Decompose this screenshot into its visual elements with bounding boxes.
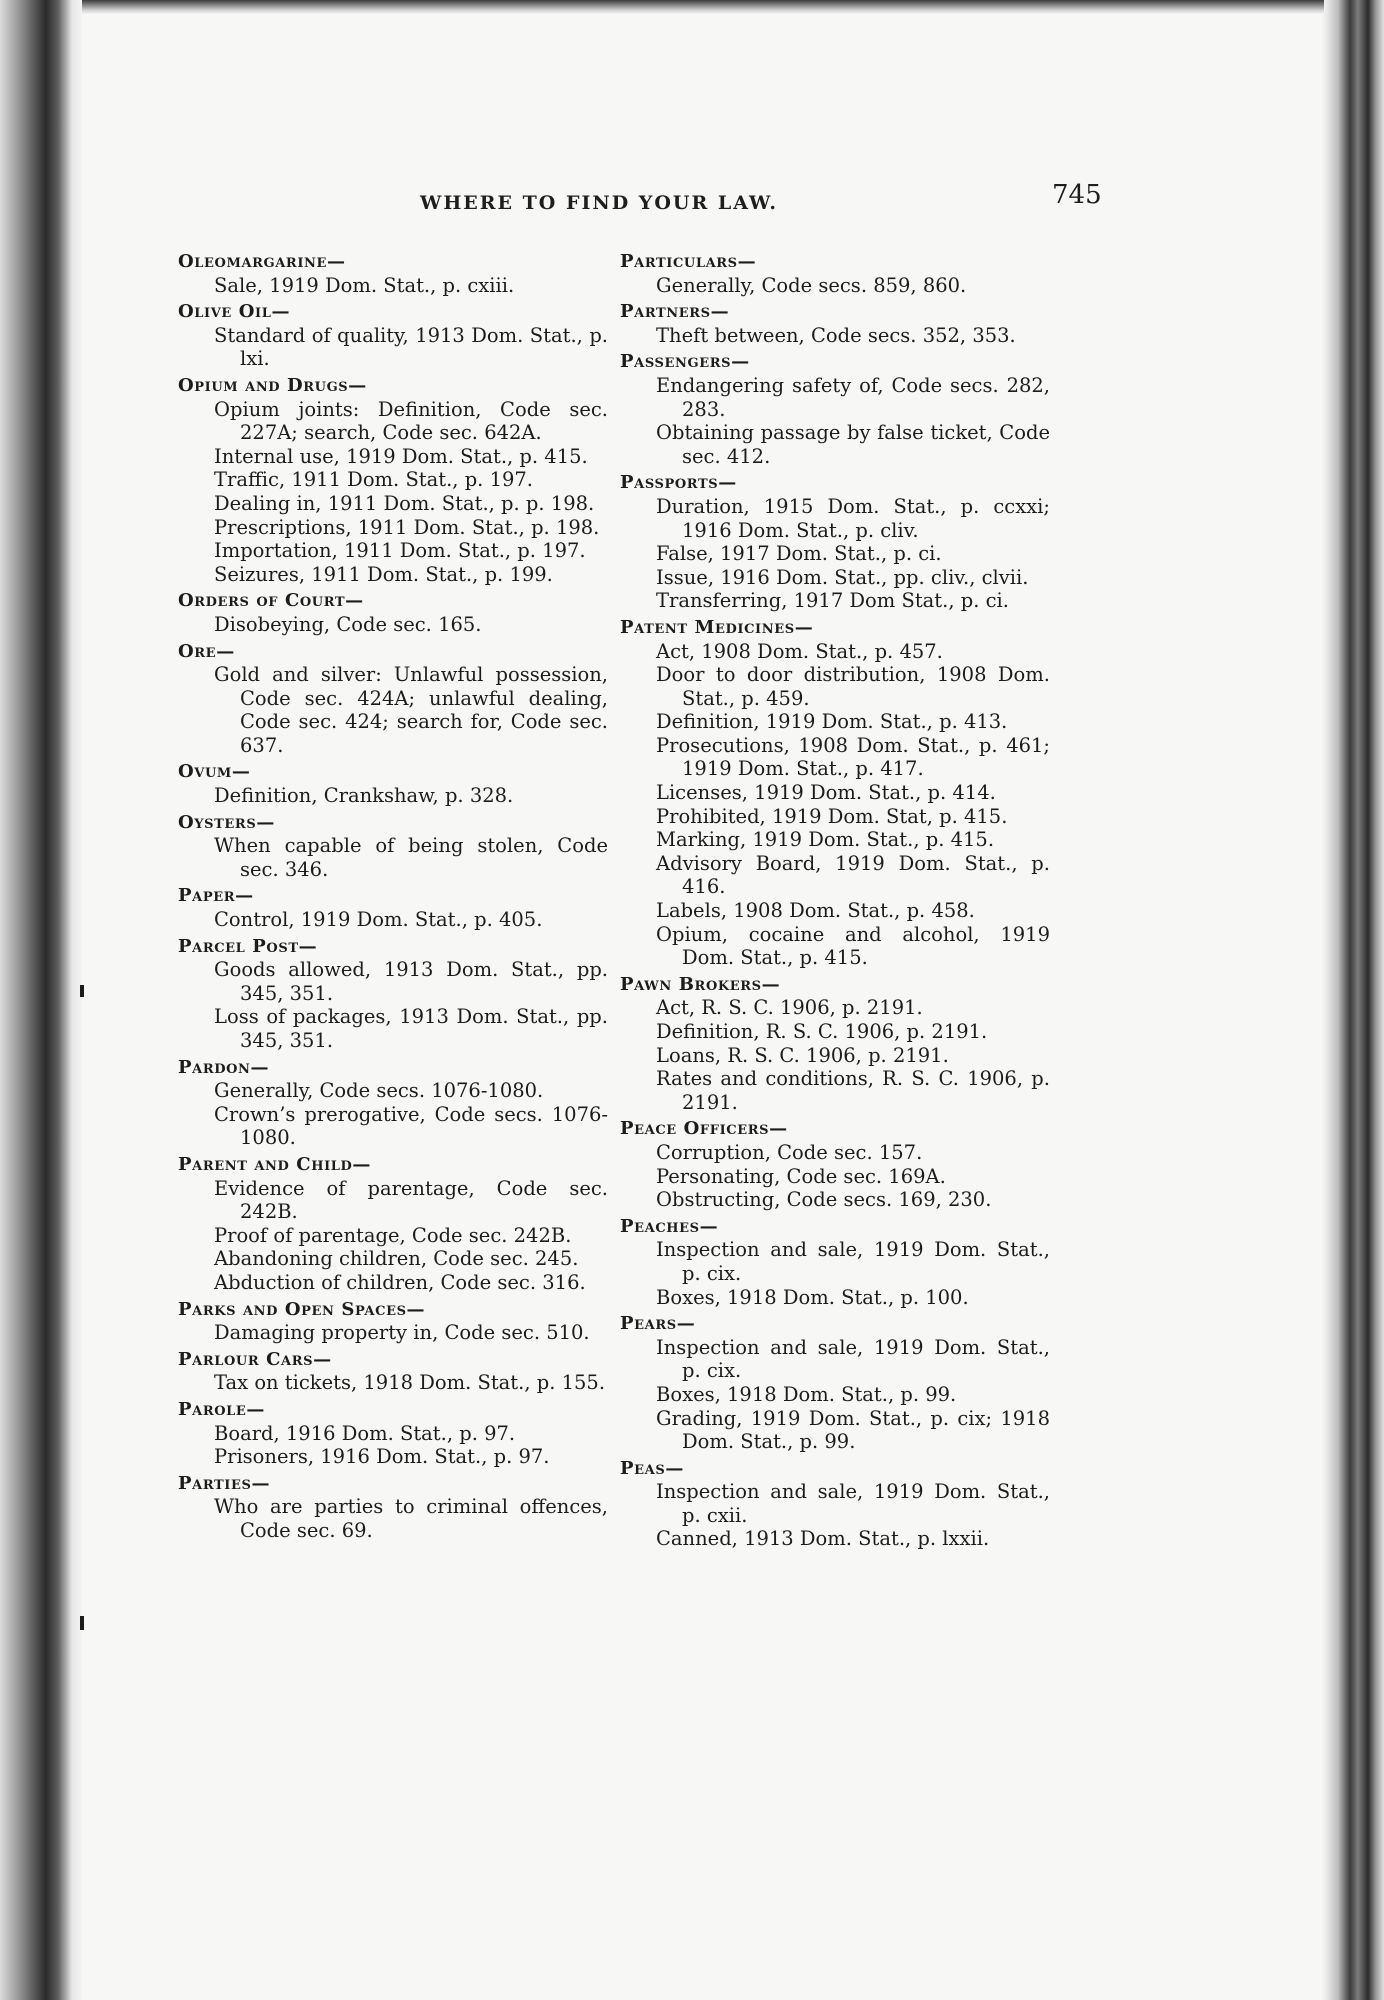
entry-reference: Board, 1916 Dom. Stat., p. 97.	[214, 1421, 516, 1445]
entry-reference: Duration, 1915 Dom. Stat., p. ccxxi; 1916 Dom. Stat., p. cliv.	[656, 494, 1050, 542]
entry-heading: Pears—	[620, 1313, 696, 1335]
entry-reference: Obtaining passage by false ticket, Code sec. 412.	[656, 421, 1050, 468]
index-entry	[620, 616, 1050, 970]
entry-reference: Act, 1908 Dom. Stat., p. 457.	[656, 639, 943, 663]
entry-heading: Ovum—	[178, 761, 251, 783]
right-scan-edge	[1324, 0, 1384, 2000]
entry-reference: Damaging property in, Code sec. 510.	[214, 1321, 590, 1345]
index-entry	[620, 973, 1050, 1115]
index-entry	[620, 471, 1050, 613]
entry-reference: Boxes, 1918 Dom. Stat., p. 100.	[656, 1285, 969, 1309]
entry-reference: Obstructing, Code secs. 169, 230.	[656, 1188, 992, 1212]
entry-reference: Proof of parentage, Code sec. 242B.	[214, 1223, 572, 1247]
entry-reference: Definition, R. S. C. 1906, p. 2191.	[656, 1020, 988, 1043]
entry-heading: Parole—	[178, 1398, 265, 1420]
entry-reference: Opium joints: Definition, Code sec. 227A; search, Code sec. 642A.	[214, 397, 608, 445]
entry-reference: Loss of packages, 1913 Dom. Stat., pp. 345, 351.	[214, 1005, 608, 1052]
entry-heading: Oleomargarine—	[178, 251, 346, 272]
entry-reference: Prescriptions, 1911 Dom. Stat., p. 198.	[214, 515, 600, 539]
index-entry	[178, 884, 608, 931]
index-entry	[178, 1153, 608, 1295]
entry-reference: Door to door distribution, 1908 Dom. Stat., p. 459.	[656, 663, 1050, 710]
index-entry	[620, 350, 1050, 468]
entry-reference: Traffic, 1911 Dom. Stat., p. 197.	[214, 468, 533, 492]
entry-reference: False, 1917 Dom. Stat., p. ci.	[656, 542, 942, 566]
entry-heading: Orders of Court—	[178, 590, 364, 612]
entry-heading: Peaches—	[620, 1215, 719, 1237]
entry-reference: Evidence of parentage, Code sec. 242B.	[214, 1176, 608, 1224]
page-header	[420, 178, 1120, 218]
index-column-left	[178, 250, 608, 1545]
entry-reference: Standard of quality, 1913 Dom. Stat., p. lxi.	[214, 323, 608, 371]
entry-reference: Seizures, 1911 Dom. Stat., p. 199.	[214, 562, 553, 586]
entry-reference: Goods allowed, 1913 Dom. Stat., pp. 345, 351.	[214, 958, 608, 1005]
entry-heading: Patent Medicines—	[620, 616, 814, 638]
entry-heading: Parent and Child—	[178, 1153, 371, 1175]
index-entry	[178, 935, 608, 1053]
entry-reference: Personating, Code sec. 169A.	[656, 1164, 946, 1188]
entry-reference: Who are parties to criminal offences, Code sec. 69.	[214, 1495, 608, 1542]
entry-reference: Marking, 1919 Dom. Stat., p. 415.	[656, 828, 995, 852]
entry-reference: Boxes, 1918 Dom. Stat., p. 99.	[656, 1382, 957, 1406]
entry-reference: Canned, 1913 Dom. Stat., p. lxxii.	[656, 1527, 990, 1551]
entry-heading: Paper—	[178, 885, 254, 907]
entry-reference: Loans, R. S. C. 1906, p. 2191.	[656, 1043, 949, 1067]
entry-reference: Opium, cocaine and alcohol, 1919 Dom. Stat., p. 415.	[656, 922, 1050, 970]
index-entry	[178, 589, 608, 636]
entry-reference: Corruption, Code sec. 157.	[656, 1140, 923, 1164]
entry-heading: Olive Oil—	[178, 301, 291, 323]
entry-reference: Inspection and sale, 1919 Dom. Stat., p. cix.	[656, 1238, 1050, 1285]
entry-reference: Abandoning children, Code sec. 245.	[214, 1247, 579, 1271]
entry-heading: Passports—	[620, 472, 737, 494]
top-scan-edge	[60, 0, 1340, 14]
entry-reference: Endangering safety of, Code secs. 282, 283.	[656, 373, 1050, 421]
margin-mark	[80, 1616, 84, 1630]
index-entry	[178, 640, 608, 758]
entry-reference: Inspection and sale, 1919 Dom. Stat., p. cix.	[656, 1335, 1050, 1383]
entry-heading: Parties—	[178, 1472, 271, 1494]
index-entry	[620, 250, 1050, 297]
index-entry	[178, 250, 608, 297]
entry-heading: Oysters—	[178, 811, 275, 833]
index-column-right	[620, 250, 1050, 1554]
entry-reference: Tax on tickets, 1918 Dom. Stat., p. 155.	[214, 1371, 606, 1395]
entry-reference: Prosecutions, 1908 Dom. Stat., p. 461; 1919 Dom. Stat., p. 417.	[656, 733, 1050, 781]
index-entry	[178, 1472, 608, 1543]
index-entry	[178, 811, 608, 882]
entry-reference: Definition, 1919 Dom. Stat., p. 413.	[656, 710, 1008, 734]
entry-heading: Passengers—	[620, 351, 750, 373]
entry-heading: Ore—	[178, 640, 235, 662]
page-number: 745	[1052, 180, 1102, 210]
entry-heading: Pawn Brokers—	[620, 973, 781, 995]
index-entry	[178, 1348, 608, 1395]
entry-reference: Rates and conditions, R. S. C. 1906, p. 2191.	[656, 1067, 1050, 1114]
index-entry	[178, 760, 608, 807]
entry-reference: Definition, Crankshaw, p. 328.	[214, 784, 514, 808]
entry-heading: Peace Officers—	[620, 1118, 788, 1140]
entry-reference: Internal use, 1919 Dom. Stat., p. 415.	[214, 444, 588, 468]
entry-reference: Generally, Code secs. 859, 860.	[656, 273, 967, 297]
entry-reference: Advisory Board, 1919 Dom. Stat., p. 416.	[656, 851, 1050, 899]
index-entry	[620, 1312, 1050, 1454]
index-entry	[620, 1215, 1050, 1309]
index-entry	[620, 1457, 1050, 1551]
entry-reference: Disobeying, Code sec. 165.	[214, 612, 482, 636]
entry-heading: Partners—	[620, 301, 730, 323]
entry-reference: Licenses, 1919 Dom. Stat., p. 414.	[656, 781, 996, 805]
entry-reference: Importation, 1911 Dom. Stat., p. 197.	[214, 539, 586, 563]
running-head: WHERE TO FIND YOUR LAW.	[420, 192, 779, 214]
entry-heading: Particulars—	[620, 251, 757, 272]
index-entry	[178, 1398, 608, 1469]
entry-reference: Gold and silver: Unlawful possession, Code sec. 424A; unlawful dealing, Code sec. 424; search for, Code sec. 637.	[214, 663, 608, 757]
entry-heading: Parks and Open Spaces—	[178, 1298, 426, 1320]
entry-reference: Inspection and sale, 1919 Dom. Stat., p. cxii.	[656, 1480, 1050, 1527]
entry-reference: When capable of being stolen, Code sec. 346.	[214, 834, 608, 881]
entry-reference: Theft between, Code secs. 352, 353.	[656, 323, 1016, 347]
margin-mark	[80, 985, 84, 997]
entry-reference: Issue, 1916 Dom. Stat., pp. cliv., clvii.	[656, 565, 1029, 589]
entry-heading: Parlour Cars—	[178, 1348, 332, 1370]
index-entry	[178, 1298, 608, 1345]
entry-reference: Transferring, 1917 Dom Stat., p. ci.	[656, 589, 1009, 613]
entry-reference: Prohibited, 1919 Dom. Stat, p. 415.	[656, 804, 1008, 828]
index-entry	[178, 300, 608, 371]
entry-reference: Generally, Code secs. 1076-1080.	[214, 1079, 544, 1103]
entry-heading: Opium and Drugs—	[178, 374, 367, 396]
entry-heading: Pardon—	[178, 1056, 270, 1078]
index-entry	[620, 300, 1050, 347]
entry-heading: Peas—	[620, 1457, 684, 1479]
index-entry	[178, 374, 608, 586]
entry-reference: Prisoners, 1916 Dom. Stat., p. 97.	[214, 1445, 550, 1469]
entry-reference: Crown’s prerogative, Code secs. 1076-1080.	[214, 1102, 608, 1150]
index-entry	[178, 1056, 608, 1150]
entry-reference: Abduction of children, Code sec. 316.	[214, 1270, 586, 1294]
entry-reference: Grading, 1919 Dom. Stat., p. cix; 1918 Dom. Stat., p. 99.	[656, 1406, 1050, 1454]
entry-heading: Parcel Post—	[178, 935, 318, 957]
entry-reference: Act, R. S. C. 1906, p. 2191.	[656, 996, 923, 1020]
index-entry	[620, 1117, 1050, 1211]
left-scan-edge	[0, 0, 82, 2000]
entry-reference: Dealing in, 1911 Dom. Stat., p. p. 198.	[214, 491, 595, 515]
entry-reference: Sale, 1919 Dom. Stat., p. cxiii.	[214, 273, 515, 297]
entry-reference: Labels, 1908 Dom. Stat., p. 458.	[656, 899, 975, 923]
entry-reference: Control, 1919 Dom. Stat., p. 405.	[214, 908, 543, 932]
